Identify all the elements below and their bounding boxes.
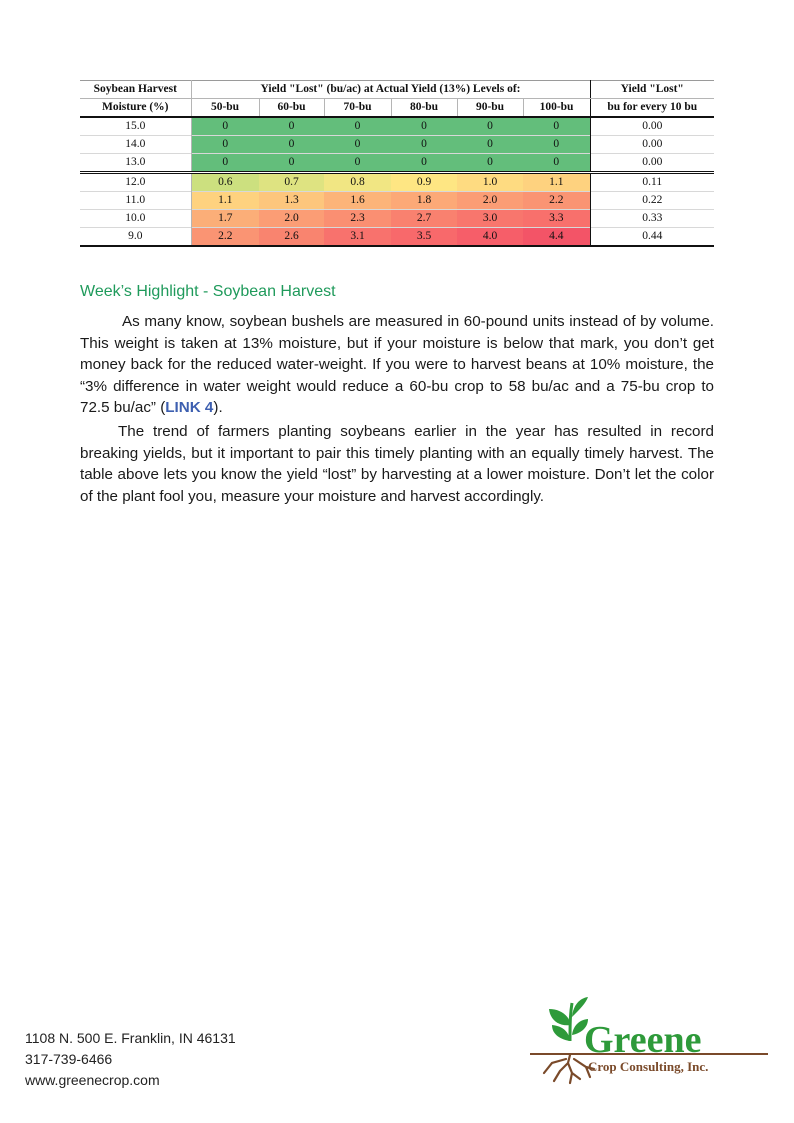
yield-loss-cell: 0	[457, 154, 523, 173]
yield-loss-cell: 2.6	[259, 228, 324, 247]
moisture-cell: 9.0	[80, 228, 191, 247]
yield-loss-cell: 0	[191, 136, 259, 154]
table-row	[80, 136, 714, 154]
moisture-cell: 15.0	[80, 117, 191, 136]
yield-loss-cell: 0	[391, 117, 457, 136]
yield-loss-cell: 3.0	[457, 210, 523, 228]
yield-loss-cell: 2.3	[324, 210, 391, 228]
yield-loss-cell: 4.0	[457, 228, 523, 247]
table-subheader-row	[80, 99, 714, 118]
yield-loss-cell: 0	[324, 154, 391, 173]
per10-cell: 0.22	[590, 192, 714, 210]
greene-logo	[530, 997, 770, 1092]
logo-name: Greene	[584, 1019, 702, 1061]
yield-loss-cell: 3.5	[391, 228, 457, 247]
table-row	[80, 154, 714, 173]
yield-loss-cell: 1.8	[391, 192, 457, 210]
yield-loss-cell: 0	[191, 154, 259, 173]
yield-loss-cell: 0	[259, 117, 324, 136]
yield-loss-cell: 1.1	[523, 173, 590, 192]
table-row	[80, 117, 714, 136]
yield-loss-cell: 3.3	[523, 210, 590, 228]
per10-subheader: bu for every 10 bu	[590, 99, 714, 118]
logo-subtitle: Crop Consulting, Inc.	[588, 1059, 709, 1074]
yield-loss-cell: 0	[457, 117, 523, 136]
paragraph-1	[80, 311, 714, 419]
level-header: 80-bu	[391, 99, 457, 118]
per10-cell: 0.33	[590, 210, 714, 228]
moisture-cell: 13.0	[80, 154, 191, 173]
per10-cell: 0.00	[590, 117, 714, 136]
moisture-cell: 10.0	[80, 210, 191, 228]
section-title: Week’s Highlight - Soybean Harvest	[80, 283, 336, 300]
yield-loss-cell: 0	[324, 136, 391, 154]
yield-loss-cell: 0.9	[391, 173, 457, 192]
paragraph-1-text: As many know, soybean bushels are measured in 60-pound units instead of by volume. This weight is taken at 13% moisture, but if your moisture is below that mark, you don’t get money back for the reduced water-weight. If you were to harvest beans at 10% moisture, the “3% difference in water weight would reduce a 60-bu crop to 58 bu/ac and a 75-bu crop to 72.5 bu/ac” (	[80, 313, 714, 416]
link-4[interactable]: LINK 4	[165, 399, 214, 416]
yield-loss-cell: 2.2	[523, 192, 590, 210]
moisture-subheader: Moisture (%)	[80, 99, 191, 118]
yield-loss-cell: 0	[391, 136, 457, 154]
yield-loss-cell: 0.6	[191, 173, 259, 192]
yield-loss-cell: 0	[523, 136, 590, 154]
yield-loss-cell: 2.2	[191, 228, 259, 247]
per10-cell: 0.00	[590, 154, 714, 173]
yield-loss-cell: 4.4	[523, 228, 590, 247]
table-row	[80, 210, 714, 228]
phone: 317-739-6466	[25, 1051, 113, 1067]
table-header-row	[80, 81, 714, 99]
per10-cell: 0.11	[590, 173, 714, 192]
table-row	[80, 173, 714, 192]
yield-loss-cell: 3.1	[324, 228, 391, 247]
yield-loss-cell: 0	[259, 136, 324, 154]
yield-loss-cell: 1.6	[324, 192, 391, 210]
yield-loss-cell: 0.7	[259, 173, 324, 192]
yield-levels-header: Yield "Lost" (bu/ac) at Actual Yield (13%) Levels of:	[191, 81, 590, 99]
level-header: 100-bu	[523, 99, 590, 118]
table-row	[80, 228, 714, 247]
website-link[interactable]: www.greenecrop.com	[25, 1072, 160, 1088]
yield-loss-cell: 0	[523, 154, 590, 173]
yield-loss-cell: 0	[523, 117, 590, 136]
yield-loss-cell: 0.8	[324, 173, 391, 192]
yield-loss-cell: 1.0	[457, 173, 523, 192]
moisture-cell: 14.0	[80, 136, 191, 154]
yield-loss-cell: 2.0	[457, 192, 523, 210]
footer-contact	[25, 1028, 236, 1091]
per10-header: Yield "Lost"	[590, 81, 714, 99]
moisture-header: Soybean Harvest	[80, 81, 191, 99]
yield-loss-cell: 2.0	[259, 210, 324, 228]
yield-loss-cell: 0	[324, 117, 391, 136]
address: 1108 N. 500 E. Franklin, IN 46131	[25, 1030, 236, 1046]
yield-loss-cell: 0	[191, 117, 259, 136]
level-header: 50-bu	[191, 99, 259, 118]
per10-cell: 0.00	[590, 136, 714, 154]
yield-loss-cell: 1.3	[259, 192, 324, 210]
yield-loss-cell: 0	[457, 136, 523, 154]
yield-loss-cell: 1.1	[191, 192, 259, 210]
yield-loss-cell: 2.7	[391, 210, 457, 228]
level-header: 90-bu	[457, 99, 523, 118]
level-header: 60-bu	[259, 99, 324, 118]
paragraph-1-end: ).	[213, 399, 223, 416]
level-header: 70-bu	[324, 99, 391, 118]
paragraph-2	[80, 421, 714, 507]
yield-loss-table	[80, 80, 714, 247]
yield-loss-cell: 0	[259, 154, 324, 173]
table-row	[80, 192, 714, 210]
moisture-cell: 12.0	[80, 173, 191, 192]
moisture-cell: 11.0	[80, 192, 191, 210]
yield-loss-cell: 0	[391, 154, 457, 173]
yield-loss-cell: 1.7	[191, 210, 259, 228]
per10-cell: 0.44	[590, 228, 714, 247]
paragraph-2-text: The trend of farmers planting soybeans earlier in the year has resulted in record breaking yields, but it important to pair this timely planting with an equally timely harvest. The table above lets you know the yield “lost” by harvesting at a lower moisture. Don’t let the color of the plant fool you, measure your moisture and harvest accordingly.	[80, 423, 714, 505]
